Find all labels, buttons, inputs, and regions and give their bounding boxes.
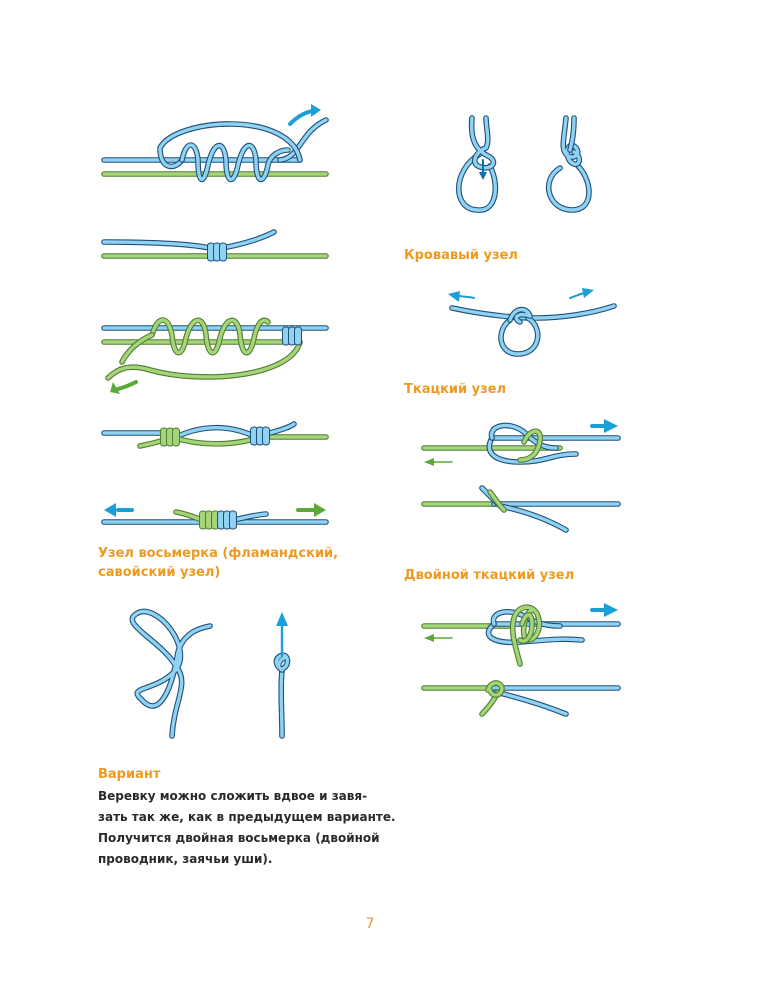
figure-eight-knot-tied [276, 612, 288, 736]
arrow-icon [290, 111, 313, 124]
variant-text-line-4: проводник, заячьи уши). [98, 852, 273, 866]
arrow-icon [118, 382, 136, 389]
double-weavers-knot-heading: Двойной ткацкий узел [404, 568, 575, 583]
barrel-knot-step-1 [104, 104, 326, 179]
variant-heading: Вариант [98, 767, 161, 782]
weavers-knot-heading: Ткацкий узел [404, 382, 507, 397]
barrel-knot-step-3 [104, 320, 326, 394]
variant-text-line-3: Получится двойная восьмерка (двойной [98, 831, 380, 845]
barrel-knot-step-5 [104, 503, 326, 529]
variant-text-line-2: зать так же, как в предыдущем варианте. [98, 810, 396, 824]
barrel-knot-step-4 [104, 424, 326, 446]
loop-knot-steps [459, 118, 589, 210]
variant-text-line-1: Веревку можно сложить вдвое и завя- [98, 789, 368, 803]
figure-eight-heading-line-1: Узел восьмерка (фламандский, [98, 546, 339, 561]
arrow-icon [460, 296, 474, 298]
weavers-knot-step-1 [424, 419, 618, 466]
blood-knot-heading: Кровавый узел [404, 248, 518, 263]
page-number: 7 [365, 916, 375, 932]
blood-knot-diagram [448, 288, 614, 354]
weavers-knot-step-2 [424, 488, 618, 530]
double-weavers-knot-step-2 [424, 683, 618, 714]
figure-eight-knot [132, 612, 210, 736]
barrel-knot-step-2 [104, 232, 326, 261]
figure-eight-heading-line-2: савойский узел) [98, 565, 221, 580]
double-weavers-knot-step-1 [424, 603, 618, 664]
arrow-icon [570, 293, 584, 298]
